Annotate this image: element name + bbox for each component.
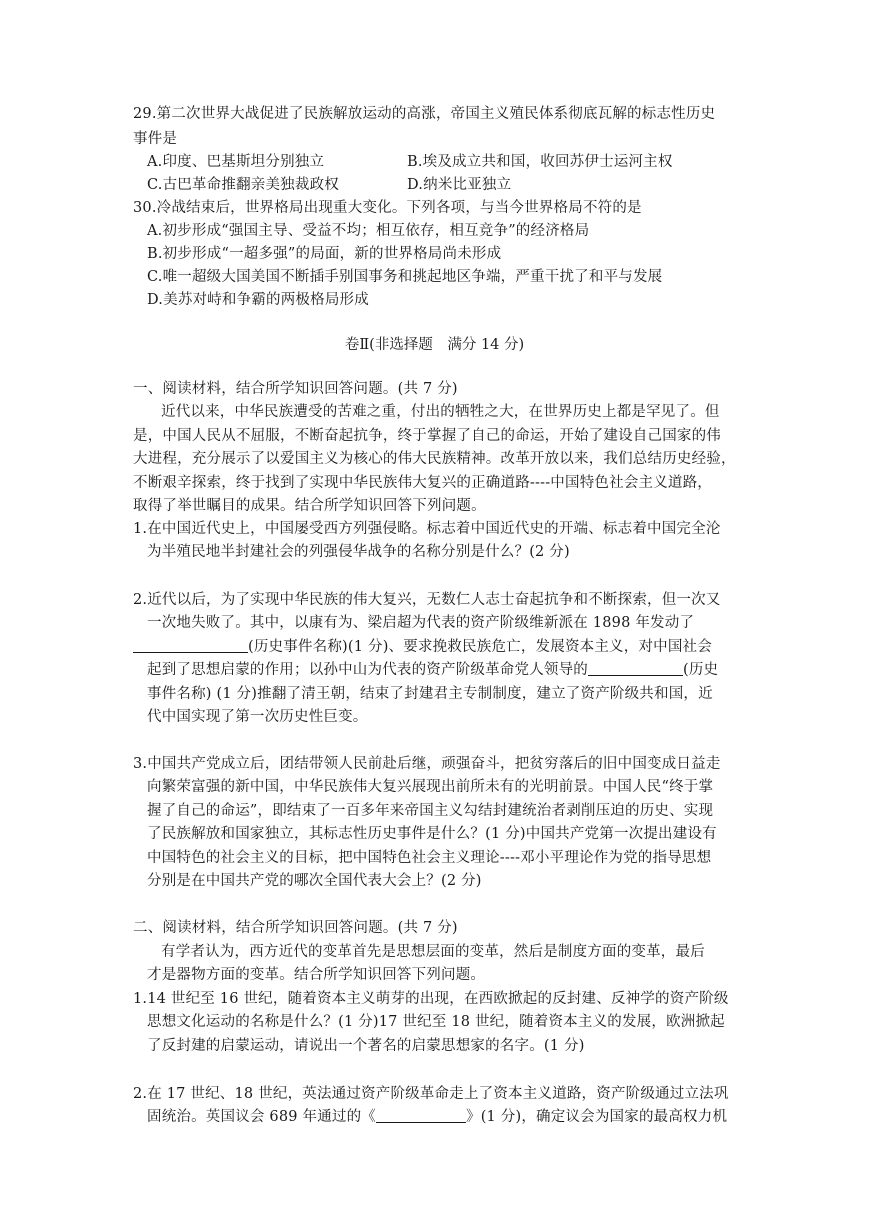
part1-q3-line: 握了自己的命运”，即结束了一百多年来帝国主义勾结封建统治者剥削压迫的历史、实现 bbox=[147, 803, 714, 819]
part2-heading: 二、阅读材料，结合所学知识回答问题。(共 7 分) bbox=[133, 920, 458, 936]
q30-option-a: A.初步形成“强国主导、受益不均；相互依存，相互竞争”的经济格局 bbox=[147, 223, 590, 239]
part1-q3-line: 中国特色的社会主义的目标，把中国特色社会主义理论----邓小平理论作为党的指导思想 bbox=[147, 850, 712, 866]
part1-q3-line: 了民族解放和国家独立，其标志性历史事件是什么？(1 分)中国共产党第一次提出建设有 bbox=[147, 826, 717, 842]
part2-q1-line: 思想文化运动的名称是什么？(1 分)17 世纪至 18 世纪，随着资本主义的发展，欧洲掀起 bbox=[147, 1014, 725, 1030]
part1-heading: 一、阅读材料，结合所学知识回答问题。(共 7 分) bbox=[133, 381, 458, 397]
section-title: 卷Ⅱ(非选择题 满分 14 分) bbox=[344, 337, 525, 353]
q29-option-c: C.古巴革命推翻亲美独裁政权 bbox=[147, 177, 339, 193]
answer-blank[interactable] bbox=[588, 659, 683, 676]
q29-stem-line1: 29.第二次世界大战促进了民族解放运动的高涨，帝国主义殖民体系彻底瓦解的标志性历史 bbox=[133, 106, 716, 122]
q29-option-d: D.纳米比亚独立 bbox=[407, 177, 512, 193]
q29-stem-line2: 事件是 bbox=[133, 131, 178, 147]
part2-q2-line2: 固统治。英国议会 689 年通过的《 》(1 分)，确定议会为国家的最高权力机 bbox=[147, 1106, 727, 1128]
q30-option-c: C.唯一超级大国美国不断插手别国事务和挑起地区争端，严重干扰了和平与发展 bbox=[147, 269, 663, 285]
q30-option-b: B.初步形成“一超多强”的局面，新的世界格局尚未形成 bbox=[147, 246, 502, 262]
part1-material-line: 大进程，充分展示了以爱国主义为核心的伟大民族精神。改革开放以来，我们总结历史经验， bbox=[133, 451, 736, 467]
part2-material-line: 有学者认为，西方近代的变革首先是思想层面的变革，然后是制度方面的变革，最后 bbox=[161, 944, 705, 960]
part1-material-line: 近代以来，中华民族遭受的苦难之重，付出的牺牲之大，在世界历史上都是罕见了。但 bbox=[161, 404, 720, 420]
answer-blank[interactable] bbox=[133, 636, 248, 653]
part1-material-line: 取得了举世瞩目的成果。结合所学知识回答下列问题。 bbox=[133, 498, 486, 514]
part1-material-line: 不断艰辛探索，终于找到了实现中华民族伟大复兴的正确道路----中国特色社会主义道路， bbox=[133, 475, 712, 491]
part1-q2-line3: (历史事件名称)(1 分)、要求挽救民族危亡，发展资本主义，对中国社会 bbox=[133, 636, 712, 658]
part1-q3-line: 向繁荣富强的新中国，中华民族伟大复兴展现出前所未有的光明前景。中国人民“终于掌 bbox=[147, 779, 714, 795]
part2-material-line: 才是器物方面的变革。结合所学知识回答下列问题。 bbox=[147, 967, 486, 983]
part1-q2-line1: 2.近代以后，为了实现中华民族的伟大复兴，无数仁人志士奋起抗争和不断探索，但一次又 bbox=[133, 592, 721, 608]
part2-q1-line: 1.14 世纪至 16 世纪，随着资本主义萌芽的出现，在西欧掀起的反封建、反神学的资产阶级 bbox=[133, 991, 729, 1007]
part1-q3-line: 分别是在中国共产党的哪次全国代表大会上？(2 分) bbox=[147, 873, 482, 889]
part2-q2-line1: 2.在 17 世纪、18 世纪，英法通过资产阶级革命走上了资本主义道路，资产阶级通过立法巩 bbox=[133, 1086, 729, 1102]
part1-q2-line4: 起到了思想启蒙的作用；以孙中山为代表的资产阶级革命党人领导的 (历史 bbox=[147, 659, 718, 681]
part1-q2-line2: 一次地失败了。其中，以康有为、梁启超为代表的资产阶级维新派在 1898 年发动了 bbox=[147, 615, 695, 631]
part1-material-line: 是，中国人民从不屈服，不断奋起抗争，终于掌握了自己的命运，开始了建设自己国家的伟 bbox=[133, 428, 721, 444]
q29-option-a: A.印度、巴基斯坦分别独立 bbox=[147, 154, 325, 170]
part1-q2-line6: 代中国实现了第一次历史性巨变。 bbox=[147, 709, 368, 725]
part2-q1-line: 了反封建的启蒙运动，请说出一个著名的启蒙思想家的名字。(1 分) bbox=[147, 1038, 585, 1054]
part1-q3-line: 3.中国共产党成立后，团结带领人民前赴后继，顽强奋斗，把贫穷落后的旧中国变成日益走 bbox=[133, 756, 721, 772]
answer-blank[interactable] bbox=[376, 1106, 466, 1123]
q29-option-b: B.埃及成立共和国，收回苏伊士运河主权 bbox=[407, 154, 673, 170]
q30-stem: 30.冷战结束后，世界格局出现重大变化。下列各项，与当今世界格局不符的是 bbox=[133, 200, 642, 216]
part1-q1-line: 1.在中国近代史上，中国屡受西方列强侵略。标志着中国近代史的开端、标志着中国完全沦 bbox=[133, 521, 721, 537]
q30-option-d: D.美苏对峙和争霸的两极格局形成 bbox=[147, 292, 369, 308]
part1-q2-line5: 事件名称) (1 分)推翻了清王朝，结束了封建君主专制制度，建立了资产阶级共和国，近 bbox=[147, 686, 713, 702]
part1-q1-line: 为半殖民地半封建社会的列强侵华战争的名称分别是什么？(2 分) bbox=[147, 544, 570, 560]
